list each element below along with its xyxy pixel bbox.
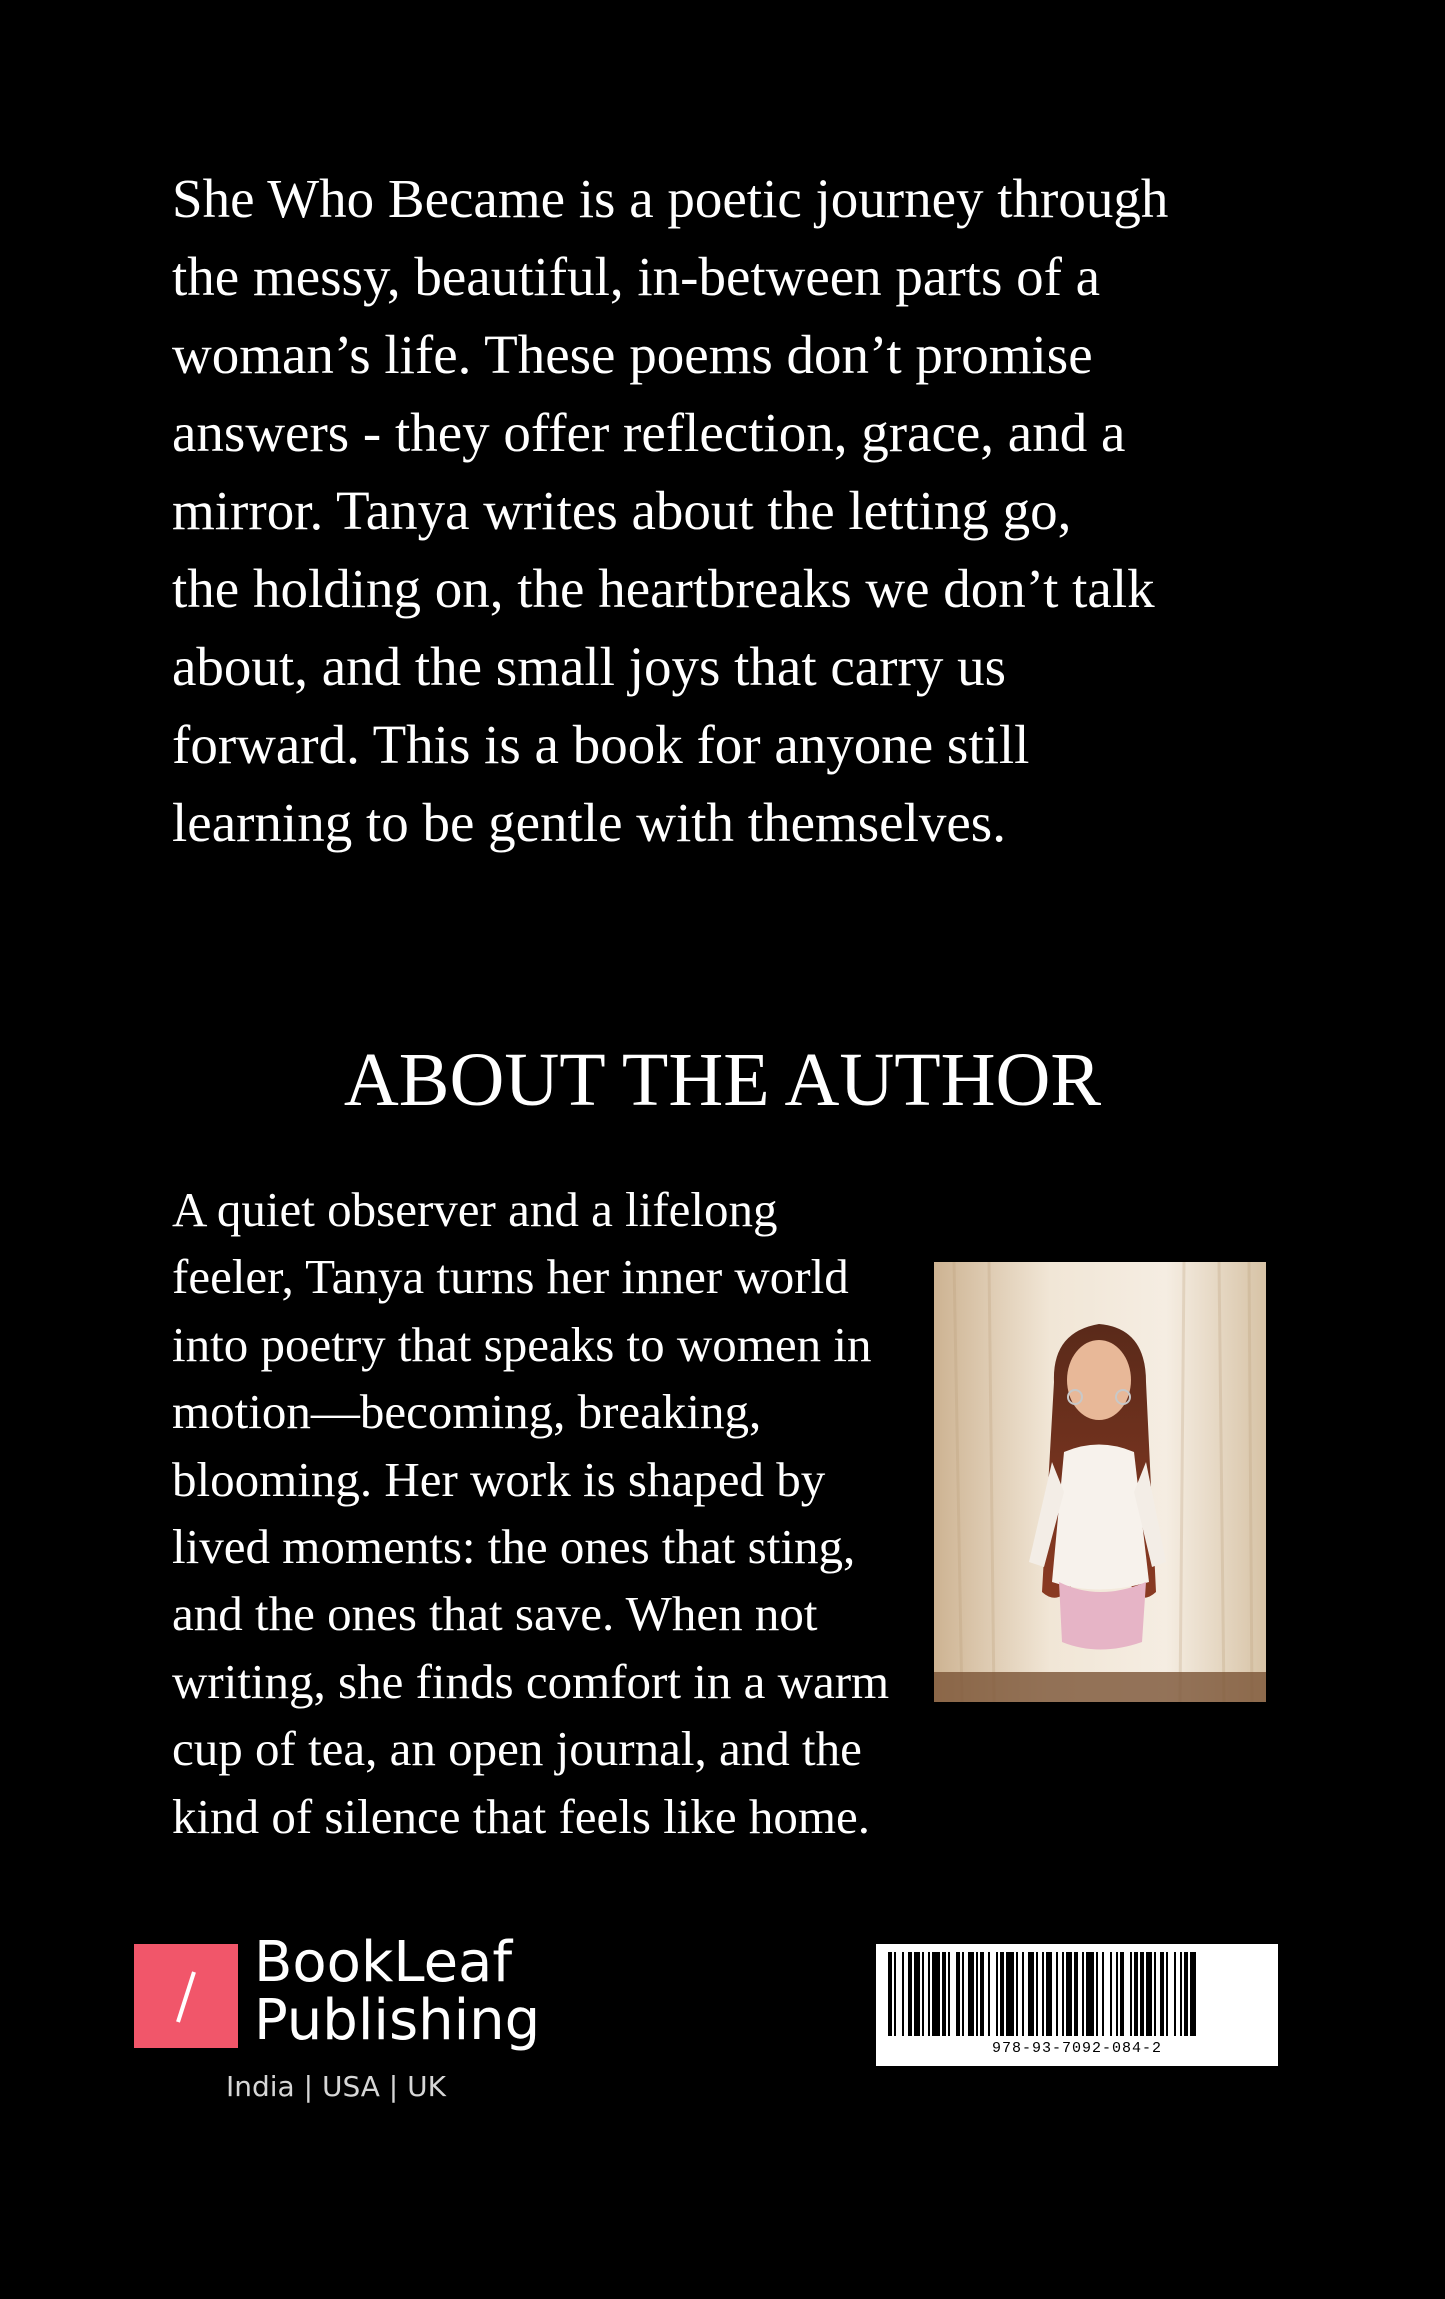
barcode-bar xyxy=(988,1952,990,2036)
barcode-bar xyxy=(902,1952,904,2036)
barcode-bar xyxy=(1066,1952,1072,2036)
author-photo xyxy=(934,1262,1266,1702)
barcode-bar xyxy=(1190,1952,1196,2036)
isbn-number: 978-93-7092-084-2 xyxy=(991,2040,1163,2057)
barcode-bar xyxy=(1130,1952,1132,2036)
isbn-barcode xyxy=(876,1944,1278,2066)
barcode-bar xyxy=(922,1952,924,2036)
barcode-bar xyxy=(928,1952,930,2036)
barcode-bar xyxy=(914,1952,920,2036)
blurb-line: the messy, beautiful, in-between parts of a xyxy=(172,246,1101,307)
barcode-bar xyxy=(976,1952,978,2036)
barcode-bar xyxy=(1028,1952,1034,2036)
barcode-bar xyxy=(942,1952,946,2036)
bio-line: blooming. Her work is shaped by xyxy=(172,1451,826,1507)
barcode-bar xyxy=(1016,1952,1018,2036)
bio-line: lived moments: the ones that sting, xyxy=(172,1519,856,1575)
barcode-bar xyxy=(1086,1952,1094,2036)
barcode-bar xyxy=(888,1952,892,2036)
book-blurb xyxy=(172,160,1292,862)
barcode-bar xyxy=(1006,1952,1014,2036)
blurb-line: woman’s life. These poems don’t promise xyxy=(172,324,1093,385)
blurb-line: about, and the small joys that carry us xyxy=(172,636,1006,697)
blurb-line: the holding on, the heartbreaks we don’t talk xyxy=(172,558,1155,619)
barcode-bar xyxy=(1146,1952,1152,2036)
bio-line: A quiet observer and a lifelong xyxy=(172,1182,778,1237)
bio-line: kind of silence that feels like home. xyxy=(172,1788,871,1844)
bio-line: and the ones that save. When not xyxy=(172,1586,818,1642)
barcode-bar xyxy=(1102,1952,1104,2036)
barcode-bar xyxy=(1022,1952,1024,2036)
barcode-bar xyxy=(1036,1952,1038,2036)
barcode-bar xyxy=(1134,1952,1138,2036)
barcode-bar xyxy=(980,1952,984,2036)
barcode-bar xyxy=(1082,1952,1084,2036)
barcode-bar xyxy=(956,1952,960,2036)
barcode-bar xyxy=(1180,1952,1182,2036)
about-author-heading: ABOUT THE AUTHOR xyxy=(343,1038,1102,1122)
blurb-line: answers - they offer reflection, grace, and a xyxy=(172,402,1126,463)
blurb-line: mirror. Tanya writes about the letting go, xyxy=(172,480,1072,541)
barcode-bar xyxy=(996,1952,998,2036)
barcode-bar xyxy=(932,1952,940,2036)
publisher-regions: India | USA | UK xyxy=(226,2070,446,2103)
barcode-bar xyxy=(894,1952,896,2036)
barcode-bar xyxy=(1046,1952,1052,2036)
author-bio xyxy=(172,1176,942,1850)
barcode-bar xyxy=(948,1952,950,2036)
barcode-bar xyxy=(1154,1952,1156,2036)
barcode-bar xyxy=(1062,1952,1064,2036)
barcode-bar xyxy=(1166,1952,1168,2036)
barcode-bar xyxy=(1174,1952,1176,2036)
bio-line: cup of tea, an open journal, and the xyxy=(172,1721,862,1777)
barcode-bar xyxy=(1120,1952,1124,2036)
bio-line: motion—becoming, breaking, xyxy=(172,1384,762,1440)
bio-line: feeler, Tanya turns her inner world xyxy=(172,1249,849,1305)
barcode-bar xyxy=(968,1952,974,2036)
publisher-name-line-1: BookLeaf xyxy=(254,1930,513,1995)
blurb-line: She Who Became is a poetic journey through xyxy=(172,168,1169,229)
barcode-bar xyxy=(908,1952,912,2036)
publisher-name-line-2: Publishing xyxy=(254,1988,541,2053)
publisher-mark-icon xyxy=(134,1944,238,2048)
barcode-bar xyxy=(1096,1952,1098,2036)
publisher-name xyxy=(254,1930,554,2053)
barcode-bar xyxy=(1110,1952,1112,2036)
barcode-bar xyxy=(1074,1952,1078,2036)
bio-line: into poetry that speaks to women in xyxy=(172,1316,872,1372)
bio-line: writing, she finds comfort in a warm xyxy=(172,1653,890,1709)
barcode-bar xyxy=(1160,1952,1164,2036)
barcode-bar xyxy=(1056,1952,1058,2036)
barcode-bar xyxy=(1000,1952,1004,2036)
barcode-bar xyxy=(1042,1952,1044,2036)
barcode-bar xyxy=(962,1952,964,2036)
blurb-line: forward. This is a book for anyone still xyxy=(172,714,1030,775)
barcode-bar xyxy=(1116,1952,1118,2036)
barcode-bar xyxy=(1140,1952,1144,2036)
blurb-line: learning to be gentle with themselves. xyxy=(172,792,1006,853)
barcode-bar xyxy=(1184,1952,1188,2036)
